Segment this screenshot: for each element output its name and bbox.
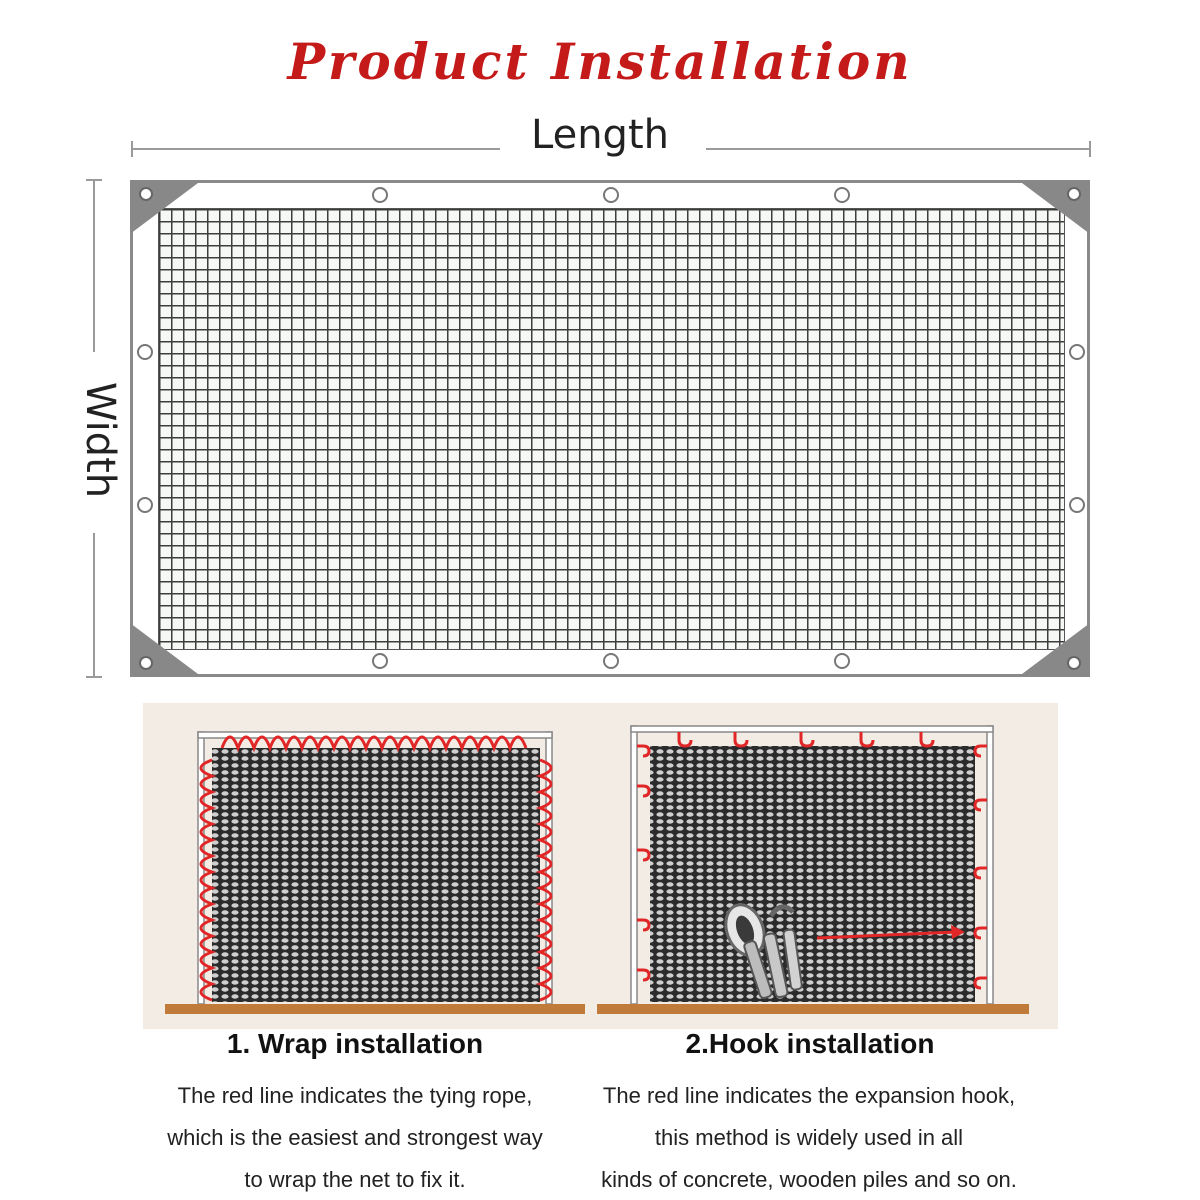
wrap-installation-desc-line-2: which is the easiest and strongest way bbox=[167, 1125, 543, 1150]
corner-reinforcement-top-left bbox=[130, 180, 202, 234]
grommet-right-2 bbox=[1069, 497, 1085, 513]
corner-reinforcement-bottom-left bbox=[130, 623, 202, 677]
width-dimension-tick-top bbox=[86, 179, 102, 181]
length-label: Length bbox=[531, 112, 669, 158]
grommet-left-2 bbox=[137, 497, 153, 513]
wrap-installation-desc-line-3: to wrap the net to fix it. bbox=[244, 1167, 466, 1192]
grommet-top-2 bbox=[603, 187, 619, 203]
grommet-bottom-1 bbox=[372, 653, 388, 669]
hook-installation-desc-line-3: kinds of concrete, wooden piles and so on. bbox=[601, 1167, 1017, 1192]
grommet-bottom-3 bbox=[834, 653, 850, 669]
wrap-installation-desc-line-1: The red line indicates the tying rope, bbox=[177, 1083, 533, 1108]
length-dimension-tick-right bbox=[1089, 141, 1091, 157]
grommet-right-1 bbox=[1069, 344, 1085, 360]
wrap-installation-title: 1. Wrap installation bbox=[226, 1028, 484, 1059]
grommet-left-1 bbox=[137, 344, 153, 360]
net-product-illustration bbox=[130, 180, 1090, 677]
width-dimension-line-bottom bbox=[93, 533, 95, 677]
width-label: Width bbox=[77, 381, 123, 499]
length-dimension-line-left bbox=[132, 148, 500, 150]
wrap-installation-diagram bbox=[160, 720, 590, 1020]
grommet-top-1 bbox=[372, 187, 388, 203]
hook-installation-desc-line-1: The red line indicates the expansion hook, bbox=[602, 1083, 1016, 1108]
length-dimension-tick-left bbox=[131, 141, 133, 157]
hook-installation-diagram bbox=[595, 720, 1035, 1020]
width-dimension-tick-bottom bbox=[86, 676, 102, 678]
grommet-top-3 bbox=[834, 187, 850, 203]
grommet-bottom-2 bbox=[603, 653, 619, 669]
page-title: Product Installation bbox=[287, 32, 913, 91]
corner-reinforcement-top-right bbox=[1018, 180, 1090, 234]
net-mesh bbox=[158, 208, 1065, 650]
hook-installation-desc-line-2: this method is widely used in all bbox=[654, 1125, 964, 1150]
hook-installation-title: 2.Hook installation bbox=[685, 1028, 935, 1059]
length-dimension-line-right bbox=[706, 148, 1090, 150]
corner-reinforcement-bottom-right bbox=[1018, 623, 1090, 677]
width-dimension-line-top bbox=[93, 180, 95, 352]
